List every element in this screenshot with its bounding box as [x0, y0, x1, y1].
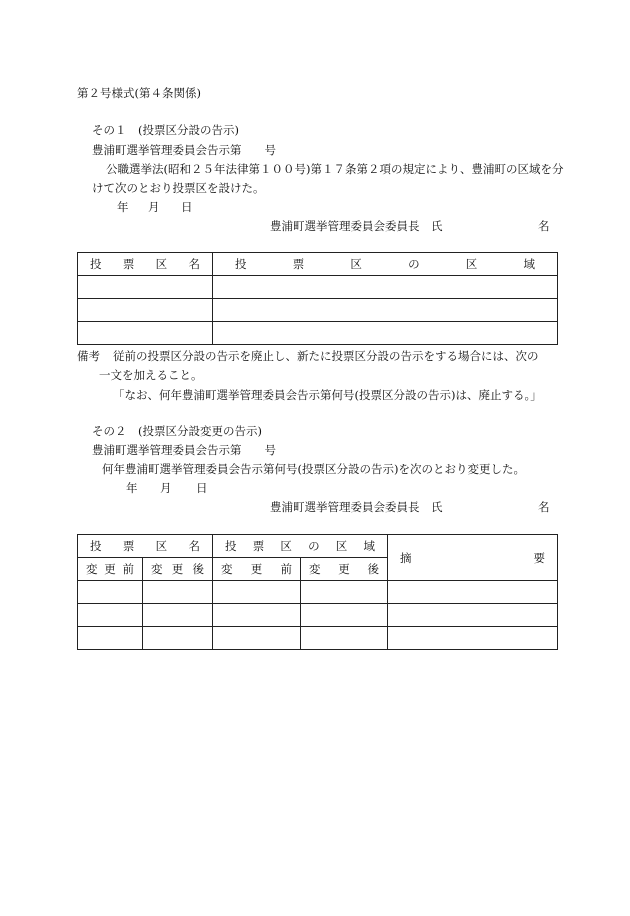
header-char: 票	[292, 257, 305, 271]
header-char: 更	[104, 562, 116, 576]
subheader-before-change	[213, 558, 301, 581]
section2-notice-number: 豊浦町選挙管理委員会告示第 号	[92, 443, 276, 457]
section2-chairman-name-suffix: 名	[538, 500, 550, 514]
table-cell[interactable]	[213, 581, 301, 604]
header-char: 区	[155, 539, 168, 553]
header-char: 区	[465, 257, 478, 271]
table-cell[interactable]	[78, 627, 143, 650]
section1-chairman-name-suffix: 名	[538, 219, 550, 233]
table-row	[78, 276, 558, 299]
remarks-line2: 一文を加えること。	[99, 368, 203, 382]
header-char: の	[408, 257, 420, 271]
header-char: 区	[280, 539, 292, 553]
header-char: 更	[250, 562, 263, 576]
header-char: 投	[90, 257, 102, 271]
header-char: 票	[122, 257, 135, 271]
subheader-after-change	[301, 558, 388, 581]
table-cell[interactable]	[143, 627, 213, 650]
table-cell[interactable]	[213, 604, 301, 627]
section1-heading: その１ (投票区分設の告示)	[92, 123, 239, 137]
header-char: 名	[188, 539, 200, 553]
section1-date-year: 年	[117, 200, 129, 214]
table-row	[78, 322, 558, 345]
section2-date-day: 日	[196, 481, 208, 495]
header-char: 変	[86, 562, 98, 576]
header-char: 名	[188, 257, 200, 271]
header-char: 域	[523, 257, 535, 271]
section2-heading: その２ (投票区分設変更の告示)	[92, 424, 262, 438]
section2-date-month: 月	[160, 481, 172, 495]
header-char: 投	[235, 257, 247, 271]
table-cell[interactable]	[78, 299, 213, 322]
section1-notice-number: 豊浦町選挙管理委員会告示第 号	[92, 143, 276, 157]
table-cell[interactable]	[301, 604, 388, 627]
table-cell[interactable]	[213, 627, 301, 650]
section2-body-line1: 何年豊浦町選挙管理委員会告示第何号(投票区分設の告示)を次のとおり変更した。	[102, 462, 525, 476]
table-cell[interactable]	[301, 581, 388, 604]
table-row	[78, 627, 558, 650]
section2-chairman: 豊浦町選挙管理委員会委員長 氏	[270, 500, 443, 514]
header-char: 更	[338, 562, 350, 576]
header-polling-district-name	[78, 253, 213, 276]
table-cell[interactable]	[143, 604, 213, 627]
table-row	[78, 299, 558, 322]
section2-date-year: 年	[126, 481, 138, 495]
header-polling-district-name	[78, 535, 213, 558]
header-char: 要	[533, 550, 545, 565]
section1-chairman: 豊浦町選挙管理委員会委員長 氏	[270, 219, 443, 233]
header-char: 変	[151, 562, 163, 576]
table-cell[interactable]	[388, 581, 558, 604]
header-polling-district-area	[213, 253, 558, 276]
header-char: 前	[122, 562, 134, 576]
header-char: 票	[252, 539, 265, 553]
header-char: 票	[122, 539, 135, 553]
section1-date-day: 日	[181, 200, 193, 214]
table-header-row	[78, 253, 558, 276]
remarks-line1: 従前の投票区分設の告示を廃止し、新たに投票区分設の告示をする場合には、次の	[113, 349, 539, 363]
subheader-after-change	[143, 558, 213, 581]
table-cell[interactable]	[143, 581, 213, 604]
header-char: 後	[367, 562, 379, 576]
section1-body-line2: けて次のとおり投票区を設けた。	[92, 181, 265, 195]
table-cell[interactable]	[301, 627, 388, 650]
header-char: 投	[225, 539, 237, 553]
table-header-row	[78, 535, 558, 558]
header-char: の	[308, 539, 320, 553]
header-char: 区	[335, 539, 348, 553]
header-char: 投	[90, 539, 102, 553]
form-title: 第２号様式(第４条関係)	[77, 86, 201, 100]
section1-body-line1: 公職選挙法(昭和２５年法律第１００号)第１７条第２項の規定により、豊浦町の区域を分	[106, 162, 564, 176]
polling-district-change-table	[77, 534, 558, 650]
subheader-before-change	[78, 558, 143, 581]
header-summary	[388, 535, 558, 581]
header-char: 変	[221, 562, 233, 576]
table-cell[interactable]	[213, 299, 558, 322]
table-cell[interactable]	[388, 627, 558, 650]
polling-district-table	[77, 252, 558, 345]
header-char: 区	[155, 257, 168, 271]
header-char: 更	[171, 562, 184, 576]
header-char: 変	[309, 562, 321, 576]
header-char: 域	[363, 539, 375, 553]
table-cell[interactable]	[388, 604, 558, 627]
table-row	[78, 604, 558, 627]
header-polling-district-area	[213, 535, 388, 558]
table-cell[interactable]	[78, 276, 213, 299]
table-cell[interactable]	[213, 322, 558, 345]
remarks-line3: 「なお、何年豊浦町選挙管理委員会告示第何号(投票区分設の告示)は、廃止する。」	[113, 388, 542, 402]
table-cell[interactable]	[213, 276, 558, 299]
header-char: 区	[350, 257, 362, 271]
header-char: 前	[280, 562, 292, 576]
section1-date-month: 月	[148, 200, 160, 214]
table-cell[interactable]	[78, 581, 143, 604]
remarks-label: 備考	[77, 349, 100, 363]
header-char: 摘	[400, 550, 412, 565]
header-char: 後	[192, 562, 204, 576]
table-cell[interactable]	[78, 322, 213, 345]
table-cell[interactable]	[78, 604, 143, 627]
table-row	[78, 581, 558, 604]
